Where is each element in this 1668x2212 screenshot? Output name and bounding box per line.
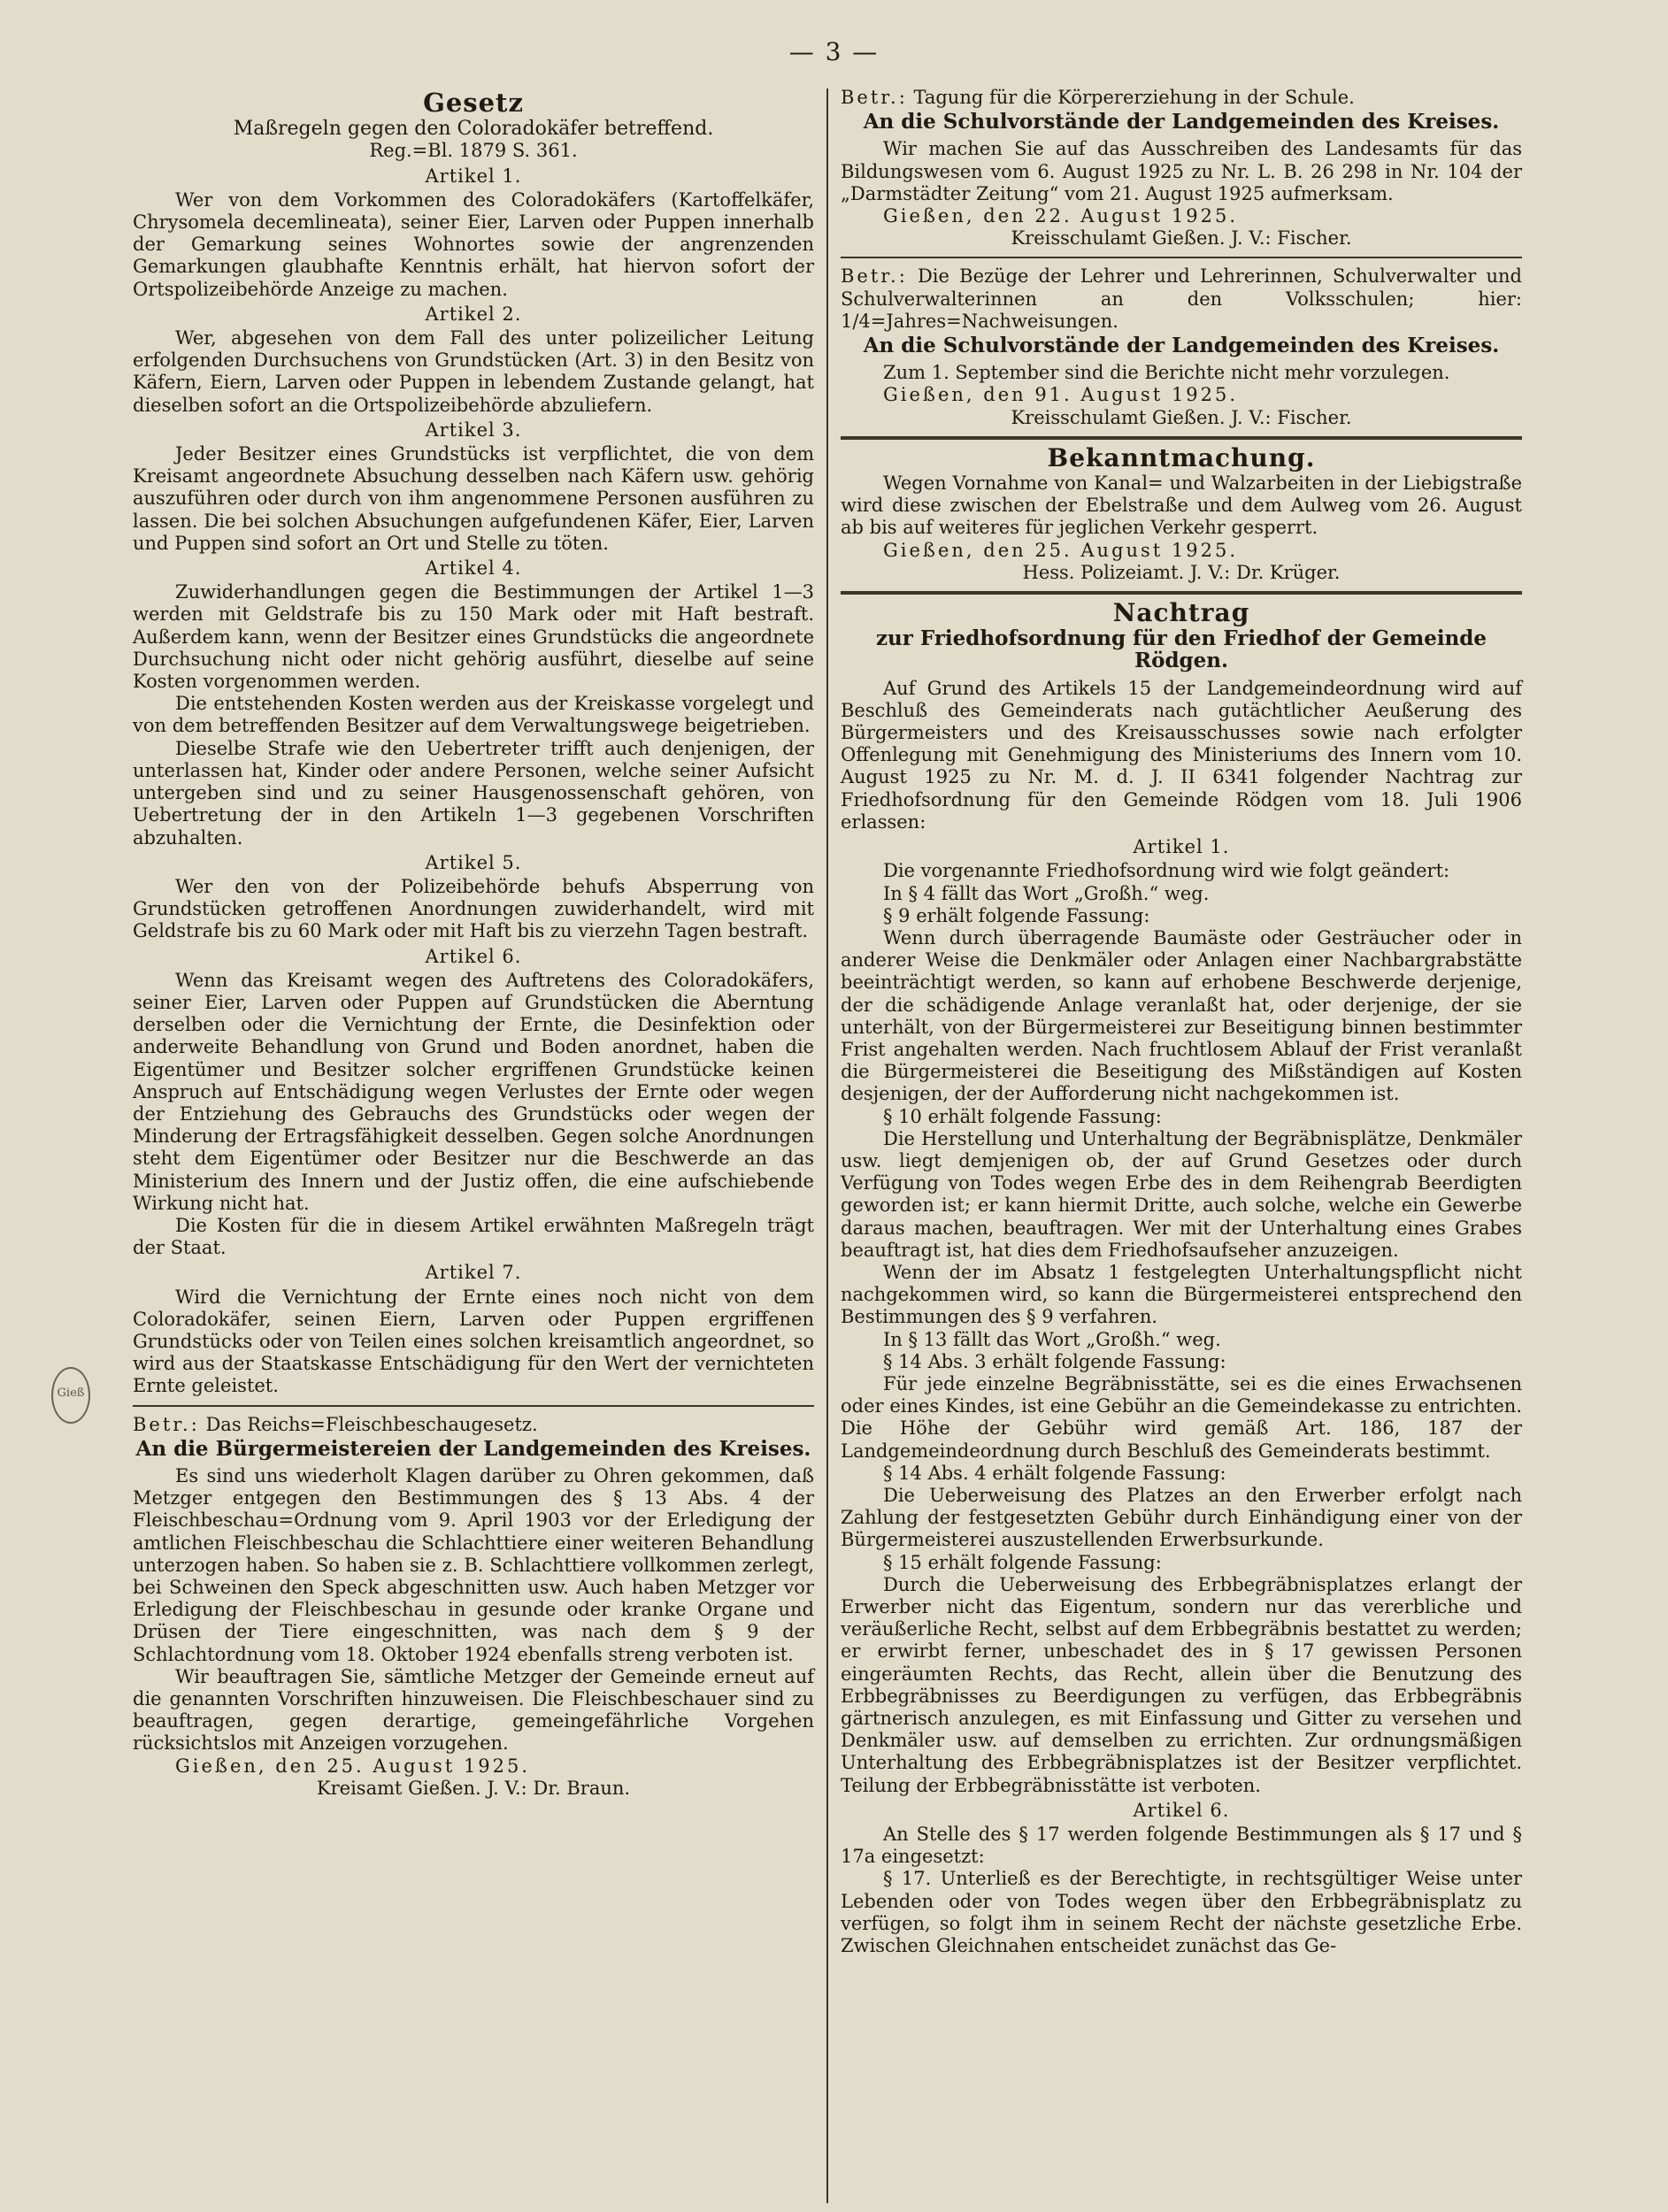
bekanntmachung-section [841, 442, 1522, 584]
article-paragraph: § 14 Abs. 3 erhält folgende Fassung: [883, 1350, 1226, 1372]
betr-text: Das Reichs=Fleischbeschaugesetz. [205, 1413, 538, 1435]
bekanntmachung-title: Bekanntmachung. [1047, 442, 1316, 472]
article-heading: Artikel 1. [1133, 836, 1230, 858]
notice-paragraph: Wir beauftragen Sie, sämtliche Metzger der Gemeinde erneut auf die genannten Vorschriften hinzuweisen. Die Fleischbeschauer sind zu beauftragen, gegen derartige, gemeingefährliche Vorgehen rücksichtslos mit Anzeigen vorzugehen. [133, 1665, 814, 1755]
betr-line [133, 1414, 814, 1436]
betr-text: Die Bezüge der Lehrer und Lehrerinnen, Schulverwalter und Schulverwalterinnen an den Volksschulen; hier: 1/4=Jahres=Nachweisungen. [841, 265, 1522, 332]
section-divider [841, 257, 1522, 258]
notice-signature: Kreisschulamt Gießen. J. V.: Fischer. [1011, 227, 1352, 250]
right-column [841, 85, 1522, 1962]
article-paragraph: § 10 erhält folgende Fassung: [883, 1105, 1162, 1127]
article-heading: Artikel 6. [1133, 1799, 1230, 1821]
notice-date: Gießen, den 25. August 1925. [883, 539, 1239, 561]
notice-signature: Kreisschulamt Gießen. J. V.: Fischer. [1011, 406, 1352, 428]
article-paragraph: Wenn der im Absatz 1 festgelegten Unterhaltungspflicht nicht nachgekommen wird, so kann die Bürgermeisterei entsprechend den Bestimmungen des § 9 verfahren. [841, 1261, 1522, 1328]
article-paragraph: Dieselbe Strafe wie den Uebertreter trifft auch denjenigen, der unterlassen hat, Kinder oder andere Personen, welche seiner Aufsicht untergeben sind und zu seiner Hausgenossenschaft gehören, von Uebertretung der in den Artikeln 1—3 gegebenen Vorschriften abzuhalten. [133, 737, 814, 849]
addressee: An die Schulvorstände der Landgemeinden des Kreises. [863, 110, 1500, 134]
article-paragraph: In § 4 fällt das Wort „Großh.“ weg. [883, 882, 1210, 904]
gesetz-reference: Reg.=Bl. 1879 S. 361. [369, 140, 578, 162]
addressee: An die Schulvorstände der Landgemeinden des Kreises. [863, 334, 1500, 358]
article-heading: Artikel 3. [425, 419, 522, 441]
article-paragraph: Wird die Vernichtung der Ernte eines noch nicht von dem Coloradokäfer, seinen Eiern, Larven oder Puppen ergriffenen Grundstücks oder von Teilen eines solchen kreisamtlich angeordnet, so wird aus der Staatskasse Entschädigung für den Wert der vernichteten Ernte geleistet. [133, 1286, 814, 1397]
notice-date: Gießen, den 91. August 1925. [883, 384, 1239, 406]
article-paragraph: Zuwiderhandlungen gegen die Bestimmungen der Artikel 1—3 werden mit Geldstrafe bis zu 150 Mark oder mit Haft bestraft. Außerdem kann, wenn der Besitzer eines Grundstücks die angeordnete Durchsuchung nicht oder nicht gehörig ausführt, dieselbe auf seine Kosten vorgenommen werden. [133, 581, 814, 693]
section-divider [841, 591, 1522, 595]
article-paragraph: Die Kosten für die in diesem Artikel erwähnten Maßregeln trägt der Staat. [133, 1214, 814, 1259]
section-divider [841, 436, 1522, 440]
notice-paragraph: Es sind uns wiederholt Klagen darüber zu Ohren gekommen, daß Metzger entgegen den Bestimmungen des § 13 Abs. 4 der Fleischbeschau=Ordnung vom 9. April 1903 vor der Erledigung der amtlichen Fleischbeschau die Schlachttiere einer weiteren Behandlung unterzogen haben. So haben sie z. B. Schlachttiere vollkommen zerlegt, bei Schweinen den Speck abgeschnitten usw. Auch haben Metzger vor Erledigung der Fleischbeschau in gesunde oder kranke Organe und Drüsen der Tiere eingeschnitten, was nach dem § 9 der Schlachtordnung vom 18. Oktober 1924 ebenfalls streng verboten ist. [133, 1464, 814, 1665]
notice-paragraph: Wir machen Sie auf das Ausschreiben des Landesamts für das Bildungswesen vom 6. August 1925 zu Nr. L. B. 26 298 in Nr. 104 der „Darmstädter Zeitung“ vom 21. August 1925 aufmerksam. [841, 138, 1522, 204]
notice-paragraph: Zum 1. September sind die Berichte nicht mehr vorzulegen. [883, 362, 1450, 384]
article-paragraph: § 15 erhält folgende Fassung: [883, 1551, 1162, 1573]
notice-signature: Hess. Polizeiamt. J. V.: Dr. Krüger. [1022, 561, 1341, 583]
article-paragraph: Die entstehenden Kosten werden aus der Kreiskasse vorgelegt und von dem betreffenden Besitzer auf dem Verwaltungswege beigetrieben. [133, 693, 814, 737]
notice-signature: Kreisamt Gießen. J. V.: Dr. Braun. [316, 1777, 631, 1799]
article-paragraph: § 17. Unterließ es der Berechtigte, in rechtsgültiger Weise unter Lebenden oder von Todes wegen über den Erbbegräbnisplatz zu verfügen, so folgt ihm in seinem Recht der nächste gesetzliche Erbe. Zwischen Gleichnahen entscheidet zunächst das Ge- [841, 1868, 1522, 1957]
article-paragraph: Wer den von der Polizeibehörde behufs Absperrung von Grundstücken getroffenen Anordnungen zuwiderhandelt, wird mit Geldstrafe bis zu 60 Mark oder mit Haft bis zu vierzehn Tagen bestraft. [133, 875, 814, 942]
article-paragraph: Für jede einzelne Begräbnisstätte, sei es die eines Erwachsenen oder eines Kindes, ist eine Gebühr an die Gemeindekasse zu entrichten. Die Höhe der Gebühr wird gemäß Art. 186, 187 der Landgemeindeordnung durch Beschluß des Gemeinderats bestimmt. [841, 1372, 1522, 1462]
article-heading: Artikel 5. [425, 851, 522, 873]
left-column [133, 85, 814, 1805]
notice-date: Gießen, den 25. August 1925. [175, 1755, 531, 1777]
section-divider [133, 1405, 814, 1407]
article-paragraph: Wer, abgesehen von dem Fall des unter polizeilicher Leitung erfolgenden Durchsuchens von Grundstücken (Art. 3) in den Besitz von Käfern, Eiern, Larven oder Puppen in lebendem Zustande gelangt, hat dieselben sofort an die Ortspolizeibehörde abzuliefern. [133, 327, 814, 416]
nachtrag-intro: Auf Grund des Artikels 15 der Landgemeindeordnung wird auf Beschluß des Gemeinderats nach gutächtlicher Aeußerung des Bürgermeisters und des Kreisausschusses sowie nach erfolgter Offenlegung mit Genehmigung des Ministeriums des Innern vom 10. August 1925 zu Nr. M. d. J. II 6341 folgender Nachtrag zur Friedhofsordnung für den Gemeinde Rödgen vom 18. Juli 1906 erlassen: [841, 677, 1522, 833]
article-paragraph: § 14 Abs. 4 erhält folgende Fassung: [883, 1462, 1226, 1484]
betr-label: Betr.: [841, 87, 908, 108]
koerpererziehung-section [841, 87, 1522, 250]
gesetz-subtitle: Maßregeln gegen den Coloradokäfer betreffend. [233, 118, 714, 141]
article-paragraph: Die vorgenannte Friedhofsordnung wird wie folgt geändert: [883, 860, 1450, 882]
article-heading: Artikel 1. [425, 165, 522, 187]
nachtrag-title: Nachtrag [1112, 598, 1250, 628]
fleischbeschau-section [133, 1414, 814, 1800]
library-stamp: Gieß [51, 1367, 90, 1424]
article-paragraph: Wenn das Kreisamt wegen des Auftretens des Coloradokäfers, seiner Eier, Larven oder Puppen auf Grundstücken die Aberntung derselben oder die Vernichtung der Ernte, die Desinfektion oder anderweite Behandlung von Grund und Boden anordnet, haben die Eigentümer und Besitzer solcher ergriffenen Grundstücke keinen Anspruch auf Entschädigung wegen Verlustes der Ernte oder wegen der Entziehung des Gebrauchs des Grundstücks oder wegen der Minderung der Ertragsfähigkeit desselben. Gegen solche Anordnungen steht dem Eigentümer oder Besitzer nur die Beschwerde an das Ministerium des Innern und der Justiz offen, die eine aufschiebende Wirkung nicht hat. [133, 969, 814, 1214]
article-heading: Artikel 7. [425, 1262, 522, 1284]
gesetz-title: Gesetz [423, 88, 524, 118]
addressee: An die Bürgermeistereien der Landgemeinden des Kreises. [135, 1436, 811, 1461]
gesetz-section [133, 88, 814, 1398]
article-paragraph: Wer von dem Vorkommen des Coloradokäfers (Kartoffelkäfer, Chrysomela decemlineata), seiner Eier, Larven oder Puppen innerhalb der Gemarkung seines Wohnortes sowie der angrenzenden Gemarkungen glaubhafte Kenntnis erhält, hat hiervon sofort der Ortspolizeibehörde Anzeige zu machen. [133, 188, 814, 300]
article-paragraph: Die Herstellung und Unterhaltung der Begräbnisplätze, Denkmäler usw. liegt demjenigen ob, der auf Grund Gesetzes oder durch Verfügung von Todes wegen Erbe des in dem Reihengrab Beerdigten geworden ist; er kann hiermit Dritte, auch solche, welche ein Gewerbe daraus machen, beauftragen. Wer mit der Unterhaltung eines Grabes beauftragt ist, hat dies dem Friedhofsaufseher anzuzeigen. [841, 1127, 1522, 1261]
article-paragraph: Durch die Ueberweisung des Erbbegräbnisplatzes erlangt der Erwerber nicht das Eigentum, sondern nur das vererbliche und veräußerliche Recht, selbst auf dem Erbbegräbnis bestattet zu werden; er erwirbt ferner, unbeschadet des in § 17 gewissen Personen eingeräumten Rechts, das Recht, allein über die Benutzung des Erbbegräbnisses zu Beerdigungen zu verfügen, das Erbbegräbnis gärtnerisch anzulegen, es mit Einfassung und Gitter zu versehen und Denkmäler usw. auf demselben zu errichten. Zur ordnungsmäßigen Unterhaltung des Erbbegräbnisplatzes ist der Besitzer verpflichtet. Teilung der Erbbegräbnisstätte ist verboten. [841, 1573, 1522, 1796]
article-paragraph: An Stelle des § 17 werden folgende Bestimmungen als § 17 und § 17a eingesetzt: [841, 1824, 1522, 1868]
page-number: — 3 — [788, 37, 880, 66]
notice-date: Gießen, den 22. August 1925. [883, 205, 1239, 227]
betr-line [841, 87, 1522, 109]
article-heading: Artikel 4. [425, 557, 522, 580]
article-paragraph: Wenn durch überragende Baumäste oder Gesträucher oder in anderer Weise die Denkmäler oder Anlagen einer Nachbargrabstätte beeinträchtigt werden, so kann auf erhobene Beschwerde derjenige, der die schädigende Anlage veranlaßt hat, oder derjenige, der sie unterhält, von der Bürgermeisterei zur Beseitigung binnen bestimmter Frist angehalten werden. Nach fruchtlosem Ablauf der Frist veranlaßt die Bürgermeisterei die Beseitigung des Mißständigen auf Kosten desjenigen, der der Aufforderung nicht nachgekommen ist. [841, 926, 1522, 1105]
nachtrag-subtitle: zur Friedhofsordnung für den Friedhof der Gemeinde Rödgen. [875, 626, 1487, 673]
article-heading: Artikel 2. [425, 303, 522, 325]
betr-label: Betr.: [133, 1413, 200, 1435]
article-paragraph: § 9 erhält folgende Fassung: [883, 904, 1150, 926]
nachtrag-section [841, 598, 1522, 1957]
notice-paragraph: Wegen Vornahme von Kanal= und Walzarbeiten in der Liebigstraße wird diese zwischen der Ebelstraße und dem Aulweg vom 26. August ab bis auf weiteres für jeglichen Verkehr gesperrt. [841, 472, 1522, 539]
betr-text: Tagung für die Körpererziehung in der Schule. [913, 87, 1355, 108]
article-paragraph: Jeder Besitzer eines Grundstücks ist verpflichtet, die von dem Kreisamt angeordnete Absuchung desselben nach Käfern usw. gehörig auszuführen oder durch von ihm angenommene Personen ausführen zu lassen. Die bei solchen Absuchungen aufgefundenen Käfer, Eier, Larven und Puppen sind sofort an Ort und Stelle zu töten. [133, 443, 814, 554]
column-divider [826, 88, 828, 2203]
article-paragraph: Die Ueberweisung des Platzes an den Erwerber erfolgt nach Zahlung der festgesetzten Gebühr durch Einhändigung einer von der Bürgermeisterei auszustellenden Erwerbsurkunde. [841, 1484, 1522, 1551]
article-heading: Artikel 6. [425, 945, 522, 967]
betr-line [841, 265, 1522, 333]
bezuege-section [841, 265, 1522, 428]
betr-label: Betr.: [841, 265, 908, 288]
article-paragraph: In § 13 fällt das Wort „Großh.“ weg. [883, 1328, 1221, 1350]
